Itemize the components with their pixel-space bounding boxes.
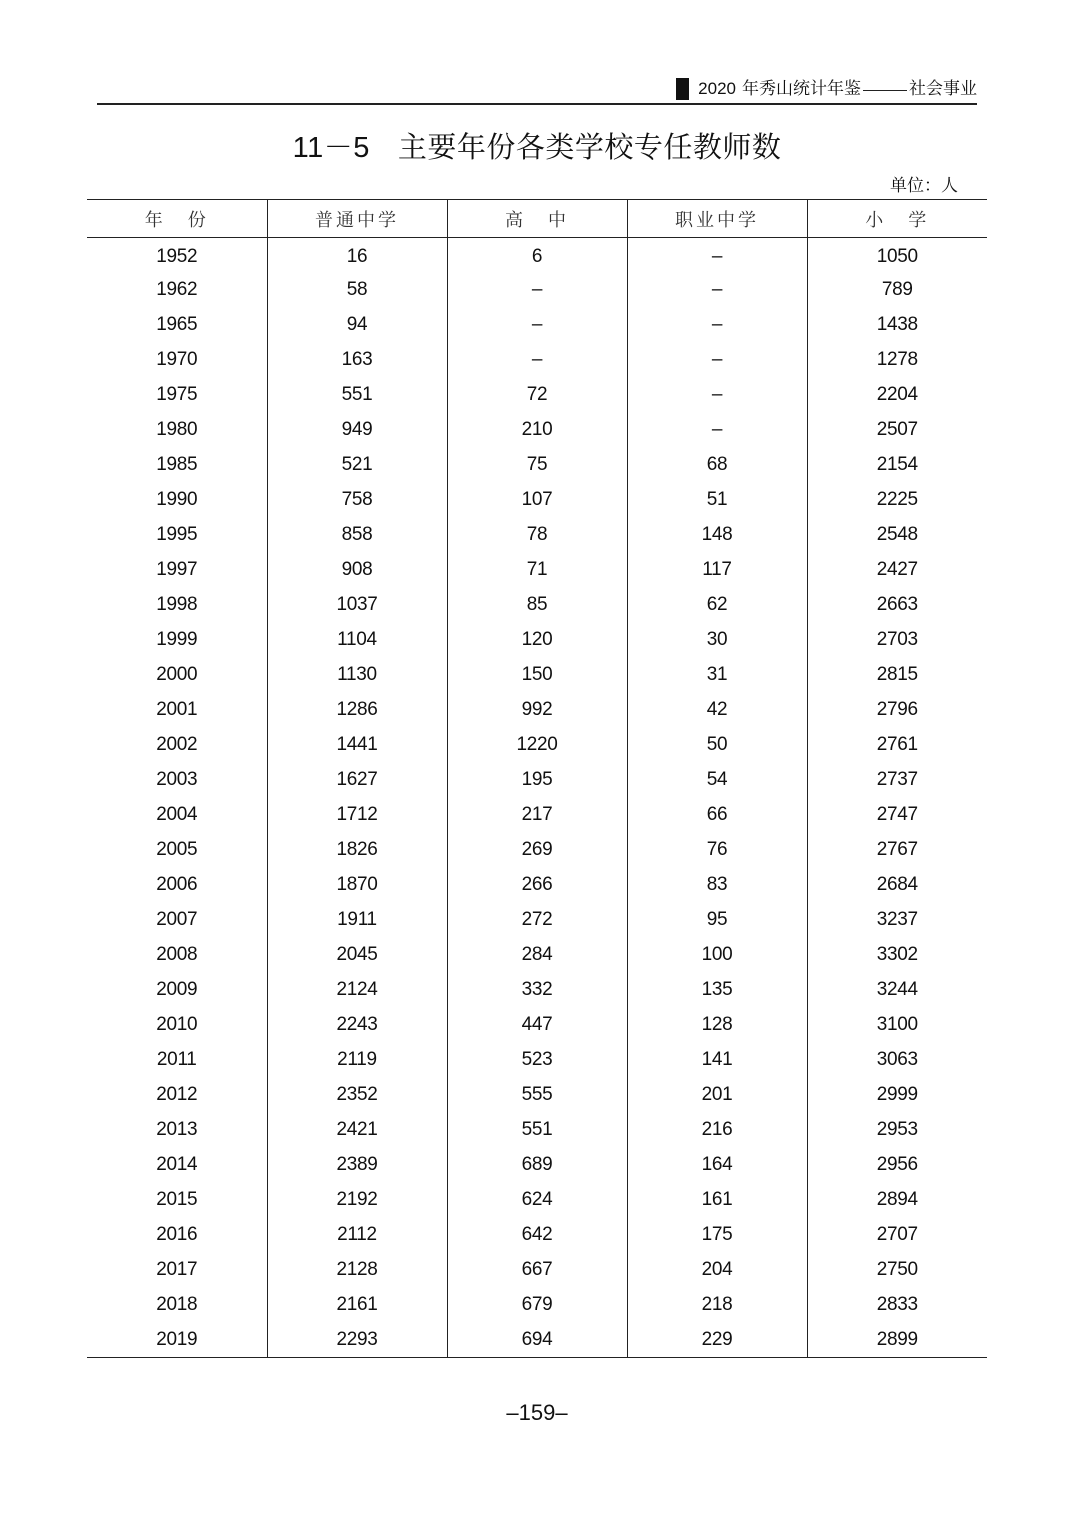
cell-general-middle: 163 <box>267 343 447 378</box>
cell-primary: 2225 <box>807 483 987 518</box>
cell-general-middle: 16 <box>267 238 447 273</box>
cell-year: 2004 <box>156 804 198 825</box>
header-section: 社会事业 <box>909 79 977 98</box>
table-row <box>87 938 987 973</box>
table-row <box>87 378 987 413</box>
cell-general-middle: 2045 <box>267 938 447 973</box>
cell-high-school: – <box>447 308 627 343</box>
cell-primary: 3063 <box>807 1043 987 1078</box>
cell-general-middle: 1037 <box>267 588 447 623</box>
header-dash <box>863 90 907 91</box>
cell-vocational: – <box>627 343 807 378</box>
cell-year: 1962 <box>156 279 198 300</box>
unit-label: 单位：人 <box>890 176 958 196</box>
table-row <box>87 553 987 588</box>
cell-vocational: 54 <box>627 763 807 798</box>
cell-general-middle: 551 <box>267 378 447 413</box>
cell-vocational: 95 <box>627 903 807 938</box>
table-row <box>87 588 987 623</box>
cell-year: 1952 <box>156 246 198 268</box>
table-row <box>87 1113 987 1148</box>
cell-primary: 2953 <box>807 1113 987 1148</box>
cell-vocational: 201 <box>627 1078 807 1113</box>
cell-general-middle: 949 <box>267 413 447 448</box>
cell-general-middle: 2243 <box>267 1008 447 1043</box>
table-row <box>87 903 987 938</box>
cell-general-middle: 1286 <box>267 693 447 728</box>
cell-vocational: 51 <box>627 483 807 518</box>
table-body <box>87 238 987 1358</box>
cell-high-school: 551 <box>447 1113 627 1148</box>
cell-year: 2000 <box>156 664 198 685</box>
table-row <box>87 623 987 658</box>
cell-general-middle: 1441 <box>267 728 447 763</box>
table-row <box>87 693 987 728</box>
table-row <box>87 763 987 798</box>
cell-primary: 1438 <box>807 308 987 343</box>
table-row <box>87 1288 987 1323</box>
cell-year: 2001 <box>156 699 198 720</box>
cell-primary: 2833 <box>807 1288 987 1323</box>
cell-general-middle: 1627 <box>267 763 447 798</box>
cell-high-school: 284 <box>447 938 627 973</box>
header-part: 职业中学 <box>675 209 759 231</box>
cell-high-school: 210 <box>447 413 627 448</box>
cell-vocational: 30 <box>627 623 807 658</box>
header-book-title: 年秀山统计年鉴 <box>742 79 861 98</box>
table-row <box>87 1218 987 1253</box>
table-row <box>87 1043 987 1078</box>
table-title-text: 主要年份各类学校专任教师数 <box>397 132 782 164</box>
cell-high-school: 266 <box>447 868 627 903</box>
cell-general-middle: 908 <box>267 553 447 588</box>
cell-primary: 2747 <box>807 798 987 833</box>
cell-vocational: 161 <box>627 1183 807 1218</box>
table-row <box>87 1008 987 1043</box>
cell-general-middle: 2352 <box>267 1078 447 1113</box>
cell-year: 1990 <box>156 489 198 510</box>
cell-general-middle: 2161 <box>267 1288 447 1323</box>
cell-year: 2006 <box>156 874 198 895</box>
cell-general-middle: 2421 <box>267 1113 447 1148</box>
header-part: 小 <box>865 209 887 231</box>
cell-high-school: 72 <box>447 378 627 413</box>
cell-primary: 2707 <box>807 1218 987 1253</box>
cell-high-school: 555 <box>447 1078 627 1113</box>
table-row <box>87 518 987 553</box>
cell-primary: 2894 <box>807 1183 987 1218</box>
cell-high-school: 78 <box>447 518 627 553</box>
cell-high-school: 332 <box>447 973 627 1008</box>
cell-high-school: 150 <box>447 658 627 693</box>
cell-year: 2014 <box>156 1154 198 1175</box>
cell-primary: 2899 <box>807 1323 987 1358</box>
cell-vocational: 42 <box>627 693 807 728</box>
cell-year: 1998 <box>156 594 198 615</box>
cell-general-middle: 2119 <box>267 1043 447 1078</box>
table-row <box>87 483 987 518</box>
header-part: 年 <box>144 209 166 231</box>
cell-vocational: 148 <box>627 518 807 553</box>
cell-high-school: 120 <box>447 623 627 658</box>
cell-general-middle: 2112 <box>267 1218 447 1253</box>
cell-high-school: 71 <box>447 553 627 588</box>
cell-general-middle: 2389 <box>267 1148 447 1183</box>
cell-primary: 2154 <box>807 448 987 483</box>
running-header <box>97 76 977 105</box>
table-row <box>87 658 987 693</box>
header-year: 2020 <box>698 79 736 98</box>
cell-high-school: 85 <box>447 588 627 623</box>
cell-vocational: 216 <box>627 1113 807 1148</box>
cell-primary: 3100 <box>807 1008 987 1043</box>
table-row <box>87 1148 987 1183</box>
teachers-table <box>87 199 987 1358</box>
cell-vocational: 83 <box>627 868 807 903</box>
table-row <box>87 833 987 868</box>
table-row <box>87 308 987 343</box>
cell-general-middle: 94 <box>267 308 447 343</box>
cell-primary: 2703 <box>807 623 987 658</box>
cell-year: 1965 <box>156 314 198 335</box>
cell-year: 1970 <box>156 349 198 370</box>
column-header-primary <box>807 200 987 238</box>
cell-vocational: 204 <box>627 1253 807 1288</box>
cell-general-middle: 1104 <box>267 623 447 658</box>
cell-general-middle: 1911 <box>267 903 447 938</box>
cell-general-middle: 2293 <box>267 1323 447 1358</box>
table-row <box>87 1183 987 1218</box>
cell-vocational: – <box>627 238 807 273</box>
cell-high-school: 6 <box>447 238 627 273</box>
cell-year: 2007 <box>156 909 198 930</box>
cell-vocational: 62 <box>627 588 807 623</box>
cell-vocational: 31 <box>627 658 807 693</box>
cell-vocational: 229 <box>627 1323 807 1358</box>
cell-primary: 2796 <box>807 693 987 728</box>
cell-year: 2011 <box>156 1049 197 1070</box>
cell-high-school: 75 <box>447 448 627 483</box>
header-part: 份 <box>187 209 209 231</box>
cell-primary: 3244 <box>807 973 987 1008</box>
header-part: 高 <box>505 209 526 231</box>
cell-high-school: 195 <box>447 763 627 798</box>
cell-vocational: 128 <box>627 1008 807 1043</box>
cell-year: 2018 <box>156 1294 198 1315</box>
cell-vocational: 164 <box>627 1148 807 1183</box>
cell-general-middle: 2124 <box>267 973 447 1008</box>
cell-primary: 2956 <box>807 1148 987 1183</box>
cell-high-school: – <box>447 343 627 378</box>
cell-vocational: 76 <box>627 833 807 868</box>
cell-high-school: 642 <box>447 1218 627 1253</box>
cell-primary: 2427 <box>807 553 987 588</box>
column-header-high-school <box>447 200 627 238</box>
cell-year: 2009 <box>156 979 198 1000</box>
table-row <box>87 973 987 1008</box>
table-title <box>0 128 1074 168</box>
cell-vocational: 100 <box>627 938 807 973</box>
cell-general-middle: 1130 <box>267 658 447 693</box>
cell-vocational: 117 <box>627 553 807 588</box>
cell-primary: 3237 <box>807 903 987 938</box>
cell-year: 2008 <box>156 944 198 965</box>
header-block-mark <box>676 78 689 100</box>
cell-general-middle: 858 <box>267 518 447 553</box>
cell-general-middle: 2192 <box>267 1183 447 1218</box>
table-row <box>87 413 987 448</box>
cell-year: 1985 <box>156 454 198 475</box>
table-row <box>87 868 987 903</box>
cell-high-school: 689 <box>447 1148 627 1183</box>
cell-year: 2003 <box>156 769 198 790</box>
table-row <box>87 1323 987 1358</box>
cell-high-school: 667 <box>447 1253 627 1288</box>
table-row <box>87 273 987 308</box>
cell-high-school: – <box>447 273 627 308</box>
cell-primary: 789 <box>807 273 987 308</box>
table-row <box>87 728 987 763</box>
cell-primary: 2999 <box>807 1078 987 1113</box>
table-number: 11－5 <box>292 132 370 164</box>
cell-primary: 2750 <box>807 1253 987 1288</box>
cell-high-school: 217 <box>447 798 627 833</box>
cell-primary: 2761 <box>807 728 987 763</box>
cell-vocational: 175 <box>627 1218 807 1253</box>
table-row <box>87 1253 987 1288</box>
cell-general-middle: 1870 <box>267 868 447 903</box>
header-part: 普通中学 <box>315 209 399 231</box>
table-row <box>87 448 987 483</box>
cell-high-school: 992 <box>447 693 627 728</box>
cell-primary: 2548 <box>807 518 987 553</box>
cell-year: 1999 <box>156 629 198 650</box>
cell-primary: 2507 <box>807 413 987 448</box>
cell-vocational: – <box>627 308 807 343</box>
cell-year: 2019 <box>87 1323 267 1358</box>
cell-year: 1975 <box>156 384 198 405</box>
header-part: 中 <box>548 209 569 231</box>
cell-vocational: 66 <box>627 798 807 833</box>
cell-general-middle: 1712 <box>267 798 447 833</box>
cell-year: 1995 <box>156 524 198 545</box>
cell-vocational: – <box>627 273 807 308</box>
cell-high-school: 624 <box>447 1183 627 1218</box>
cell-high-school: 447 <box>447 1008 627 1043</box>
cell-vocational: 68 <box>627 448 807 483</box>
cell-primary: 2663 <box>807 588 987 623</box>
cell-high-school: 269 <box>447 833 627 868</box>
cell-year: 2012 <box>156 1084 198 1105</box>
cell-year: 2016 <box>156 1224 198 1245</box>
column-header-vocational <box>627 200 807 238</box>
page-number: –159– <box>506 1400 568 1425</box>
cell-vocational: 135 <box>627 973 807 1008</box>
header-part: 学 <box>908 209 930 231</box>
cell-vocational: – <box>627 413 807 448</box>
table-row <box>87 1078 987 1113</box>
table-row <box>87 238 987 273</box>
cell-year: 2010 <box>156 1014 198 1035</box>
column-header-year <box>87 200 267 238</box>
cell-year: 2013 <box>156 1119 198 1140</box>
table-header-row <box>87 200 987 238</box>
column-header-general-middle <box>267 200 447 238</box>
cell-year: 2005 <box>156 839 198 860</box>
cell-vocational: 50 <box>627 728 807 763</box>
cell-year: 1980 <box>156 419 198 440</box>
running-header-text <box>676 78 977 100</box>
cell-vocational: 218 <box>627 1288 807 1323</box>
cell-general-middle: 58 <box>267 273 447 308</box>
cell-year: 2015 <box>156 1189 198 1210</box>
cell-high-school: 694 <box>447 1323 627 1358</box>
cell-general-middle: 2128 <box>267 1253 447 1288</box>
cell-high-school: 679 <box>447 1288 627 1323</box>
cell-high-school: 1220 <box>447 728 627 763</box>
cell-year: 2017 <box>156 1259 198 1280</box>
cell-general-middle: 521 <box>267 448 447 483</box>
cell-general-middle: 758 <box>267 483 447 518</box>
cell-vocational: 141 <box>627 1043 807 1078</box>
cell-primary: 2204 <box>807 378 987 413</box>
cell-vocational: – <box>627 378 807 413</box>
cell-primary: 2815 <box>807 658 987 693</box>
cell-high-school: 107 <box>447 483 627 518</box>
table-row <box>87 798 987 833</box>
cell-general-middle: 1826 <box>267 833 447 868</box>
cell-primary: 2767 <box>807 833 987 868</box>
cell-high-school: 523 <box>447 1043 627 1078</box>
cell-primary: 2737 <box>807 763 987 798</box>
cell-high-school: 272 <box>447 903 627 938</box>
cell-year: 2002 <box>156 734 198 755</box>
cell-primary: 3302 <box>807 938 987 973</box>
cell-primary: 2684 <box>807 868 987 903</box>
cell-primary: 1278 <box>807 343 987 378</box>
table-row <box>87 343 987 378</box>
cell-year: 1997 <box>156 559 198 580</box>
cell-primary: 1050 <box>807 238 987 273</box>
